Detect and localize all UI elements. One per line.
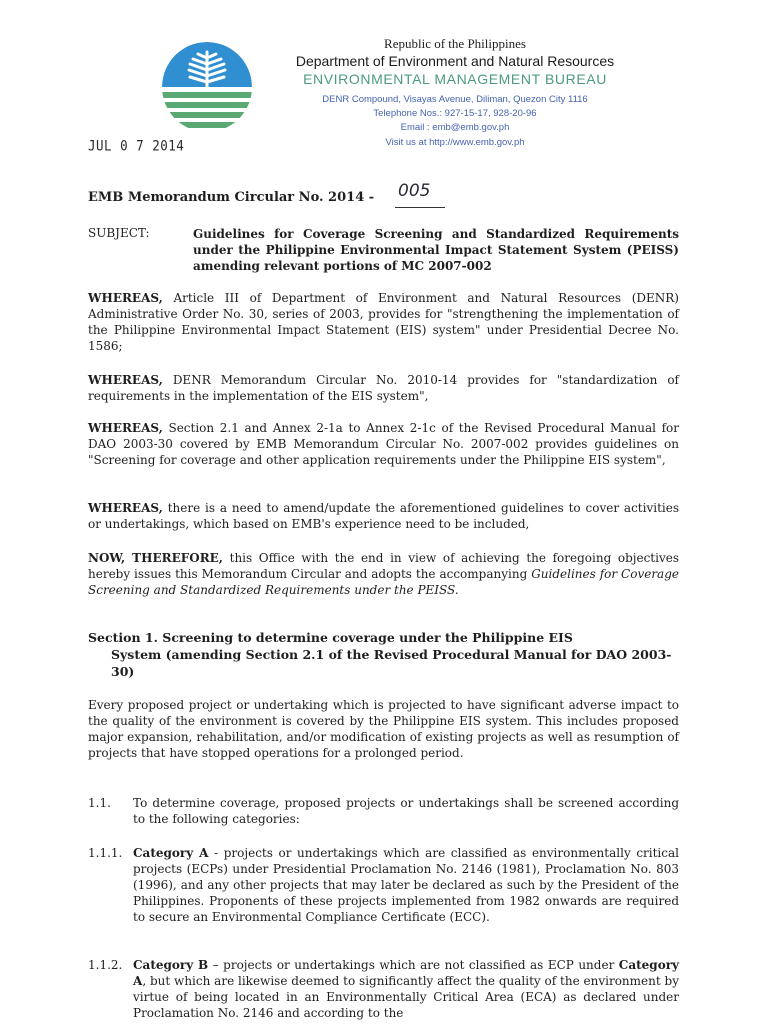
now-therefore-text: this Office with the end in view of achieving the foregoing objectives hereby issues this Memorandum Circular and adopts the accompanying [88, 551, 680, 581]
whereas-text: DENR Memorandum Circular No. 2010-14 provides for "standardization of requirements in the implementation of the EIS system", [88, 373, 679, 403]
now-therefore-paragraph [88, 550, 679, 598]
category-b-text-cont: , but which are likewise deemed to significantly affect the quality of the environment by virtue of being located in an Environmentally Critical Area (ECA) as declared under Proclamation No. 2146 and according to the [133, 974, 679, 1020]
whereas-lead: WHEREAS, [88, 501, 163, 515]
section-1-intro: Every proposed project or undertaking which is projected to have significant adverse impact to the quality of the environment is covered by the Philippine EIS system. This includes proposed major expansion, rehabilitation, and/or modification of existing projects as well as resumption of projects that have stopped operations for a prolonged period. [88, 698, 679, 760]
section-1-heading [88, 629, 679, 680]
letterhead-email: Email : emb@emb.gov.ph [400, 122, 510, 133]
section-1-heading-rest: System (amending Section 2.1 of the Revised Procedural Manual for DAO 2003-30) [111, 647, 672, 679]
memo-number-underline [395, 207, 445, 208]
category-a-label: Category A [133, 846, 209, 860]
whereas-text: Section 2.1 and Annex 2-1a to Annex 2-1c of the Revised Procedural Manual for DAO 2003-30 covered by EMB Memorandum Circular No. 2007-002 provides guidelines on "Screening for coverage and other application requirements under the Philippine EIS system", [88, 421, 679, 467]
whereas-lead: WHEREAS, [88, 421, 163, 435]
letterhead-bureau: ENVIRONMENTAL MANAGEMENT BUREAU [303, 71, 607, 87]
item-text: To determine coverage, proposed projects or undertakings shall be screened according to the following categories: [133, 796, 679, 826]
letterhead-telephone: Telephone Nos.: 927-15-17, 928-20-96 [373, 108, 537, 119]
memo-number-handwritten: 005 [398, 181, 431, 201]
letterhead-website: Visit us at http://www.emb.gov.ph [385, 137, 525, 148]
whereas-paragraph [88, 372, 679, 404]
category-b-item [133, 957, 679, 1021]
guidelines-title-italic: Guidelines for Coverage Screening and Standardized Requirements under the PEISS. [88, 567, 679, 597]
letterhead-department: Department of Environment and Natural Resources [295, 53, 615, 69]
subject-label: SUBJECT: [88, 226, 150, 240]
category-a-item [133, 845, 679, 925]
whereas-lead: WHEREAS, [88, 291, 163, 305]
whereas-text: Article III of Department of Environment and Natural Resources (DENR) Administrative Order No. 30, series of 2003, provides for "strengthening the implementation of the Philippine Environmental Impact Statement (EIS) system" under Presidential Decree No. 1586; [88, 291, 679, 353]
whereas-paragraph [88, 290, 679, 354]
whereas-text: there is a need to amend/update the aforementioned guidelines to cover activities or undertakings, which based on EMB's experience need to be included, [88, 501, 679, 531]
letterhead-address: DENR Compound, Visayas Avenue, Diliman, Quezon City 1116 [322, 94, 588, 105]
emb-leaf-logo-icon [160, 40, 254, 134]
category-b-text: – projects or undertakings which are not classified as ECP under [208, 958, 619, 972]
whereas-paragraph [88, 500, 679, 532]
subject-text: Guidelines for Coverage Screening and Standardized Requirements under the Philippine Environmental Impact Statement System (PEISS) amending relevant portions of MC 2007-002 [193, 227, 679, 273]
date-stamp: JUL 0 7 2014 [88, 136, 185, 155]
item-number: 1.1.1. [88, 846, 123, 860]
category-a-text: - projects or undertakings which are classified as environmentally critical projects (ECPs) under Presidential Proclamation No. 2146 (1981), Proclamation No. 803 (1996), and any other projects that may later be declared as such by the President of the Philippines. Proponents of these projects implemented from 1982 onwards are required to secure an Environmental Compliance Certificate (ECC). [133, 846, 679, 924]
category-a-ref: Category A [133, 958, 679, 988]
category-b-label: Category B [133, 958, 209, 972]
item-number: 1.1. [88, 796, 111, 810]
section-1-heading-line1: Section 1. Screening to determine coverage under the Philippine EIS [88, 630, 573, 645]
whereas-lead: WHEREAS, [88, 373, 163, 387]
item-number: 1.1.2. [88, 958, 123, 972]
now-therefore-lead: NOW, THEREFORE, [88, 551, 223, 565]
memo-title: EMB Memorandum Circular No. 2014 - [88, 190, 375, 205]
letterhead-republic: Republic of the Philippines [384, 36, 526, 51]
whereas-paragraph [88, 420, 679, 468]
